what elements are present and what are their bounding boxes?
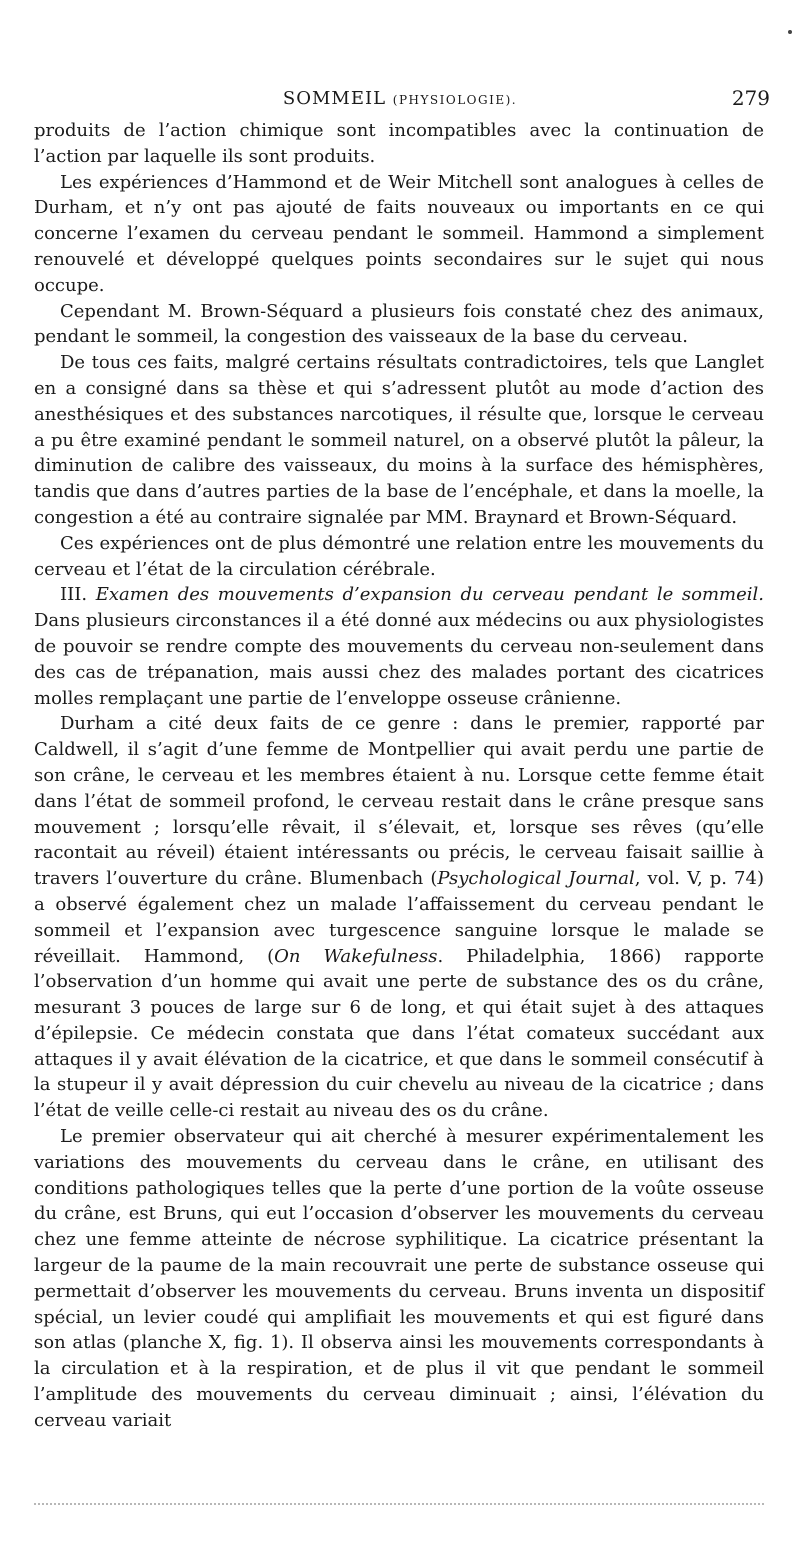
- page-number: 279: [731, 86, 770, 110]
- page-speck: [788, 30, 792, 34]
- paragraph: [34, 711, 764, 1124]
- body-text: [34, 118, 764, 1434]
- section-heading: Examen des mouvements d’expansion du cerveau pendant le sommeil.: [95, 584, 764, 606]
- citation-title: On Wakefulness: [274, 945, 438, 967]
- section-text: Dans plusieurs circonstances il a été donné aux médecins ou aux physiologistes de pouvoir se rendre compte des mouvements du cerveau non-seulement dans des cas de trépanation, mais aussi chez des malades portant des cicatrices molles remplaçant une partie de l’enveloppe osseuse crânienne.: [34, 610, 764, 709]
- text-run: , vol. V, p. 74) a observé également chez un malade l’affaissement du cerveau pendant le sommeil et l’expansion avec turgescence sanguine lorsque le malade se réveillait. Hammond, (: [34, 868, 764, 967]
- section-paragraph: [34, 582, 764, 711]
- running-head-title: SOMMEIL: [282, 88, 387, 109]
- page-header: [30, 84, 770, 114]
- footer-rule: [34, 1499, 764, 1505]
- paragraph: Les expériences d’Hammond et de Weir Mitchell sont analogues à celles de Durham, et n’y ont pas ajouté de faits nouveaux ou importants en ce qui concerne l’examen du cerveau pendant le sommeil. Hammond a simplement renouvelé et développé quelques points secondaires sur le sujet qui nous occupe.: [34, 171, 764, 296]
- paragraph: Le premier observateur qui ait cherché à mesurer expérimentalement les variations des mouvements du cerveau dans le crâne, en utilisant des conditions pathologiques telles que la perte d’une portion de la voûte osseuse du crâne, est Bruns, qui eut l’occasion d’observer les mouvements du cerveau chez une femme atteinte de nécrose syphilitique. La cicatrice présentant la largeur de la paume de la main recouvrait une perte de substance osseuse qui permettait d’observer les mouvements du cerveau. Bruns inventa un dispositif spécial, un levier coudé qui amplifiait les mouvements et qui est figuré dans son atlas (planche X, fig. 1). Il observa ainsi les mouvements correspondants à la circulation et à la respiration, et de plus il vit que pendant le sommeil l’amplitude des mouvements du cerveau diminuait ; ainsi, l’élévation du cerveau variait: [34, 1126, 764, 1431]
- running-head-subtitle: (PHYSIOLOGIE).: [392, 93, 518, 107]
- text-run: . Philadelphia, 1866) rapporte l’observation d’un homme qui avait une perte de substance des os du crâne, mesurant 3 pouces de large sur 6 de long, et qui était sujet à des attaques d’épilepsie. Ce médecin constata que dans l’état comateux succédant aux attaques il y avait élévation de la cicatrice, et que dans le sommeil consécutif à la stupeur il y avait dépression du cuir chevelu au niveau de la cicatrice ; dans l’état de veille celle-ci restait au niveau des os du crâne.: [34, 945, 764, 1122]
- citation-title: Psychological Journal: [437, 868, 635, 890]
- paragraph: Ces expériences ont de plus démontré une relation entre les mouvements du cerveau et l’état de la circulation cérébrale.: [34, 532, 764, 580]
- paragraph: produits de l’action chimique sont incompatibles avec la continuation de l’action par laquelle ils sont produits.: [34, 120, 764, 167]
- running-head: [30, 88, 770, 109]
- section-number: III.: [60, 584, 88, 606]
- text-run: Durham a cité deux faits de ce genre : dans le premier, rapporté par Caldwell, il s’agit d’une femme de Montpellier qui avait perdu une partie de son crâne, le cerveau et les membres étaient à nu. Lorsque cette femme était dans l’état de sommeil profond, le cerveau restait dans le crâne presque sans mouvement ; lorsqu’elle rêvait, il s’élevait, et, lorsque ses rêves (qu’elle racontait au réveil) étaient intéressants ou précis, le cerveau faisait saillie à travers l’ouverture du crâne. Blumenbach (: [34, 713, 764, 890]
- paragraph: De tous ces faits, malgré certains résultats contradictoires, tels que Langlet en a consigné dans sa thèse et qui s’adressent plutôt au mode d’action des anesthésiques et des substances narcotiques, il résulte que, lorsque le cerveau a pu être examiné pendant le sommeil naturel, on a observé plutôt la pâleur, la diminution de calibre des vaisseaux, du moins à la surface des hémisphères, tandis que dans d’autres parties de la base de l’encéphale, et dans la moelle, la congestion a été au contraire signalée par MM. Braynard et Brown-Séquard.: [34, 352, 764, 528]
- paragraph: Cependant M. Brown-Séquard a plusieurs fois constaté chez des animaux, pendant le sommeil, la congestion des vaisseaux de la base du cerveau.: [34, 300, 764, 348]
